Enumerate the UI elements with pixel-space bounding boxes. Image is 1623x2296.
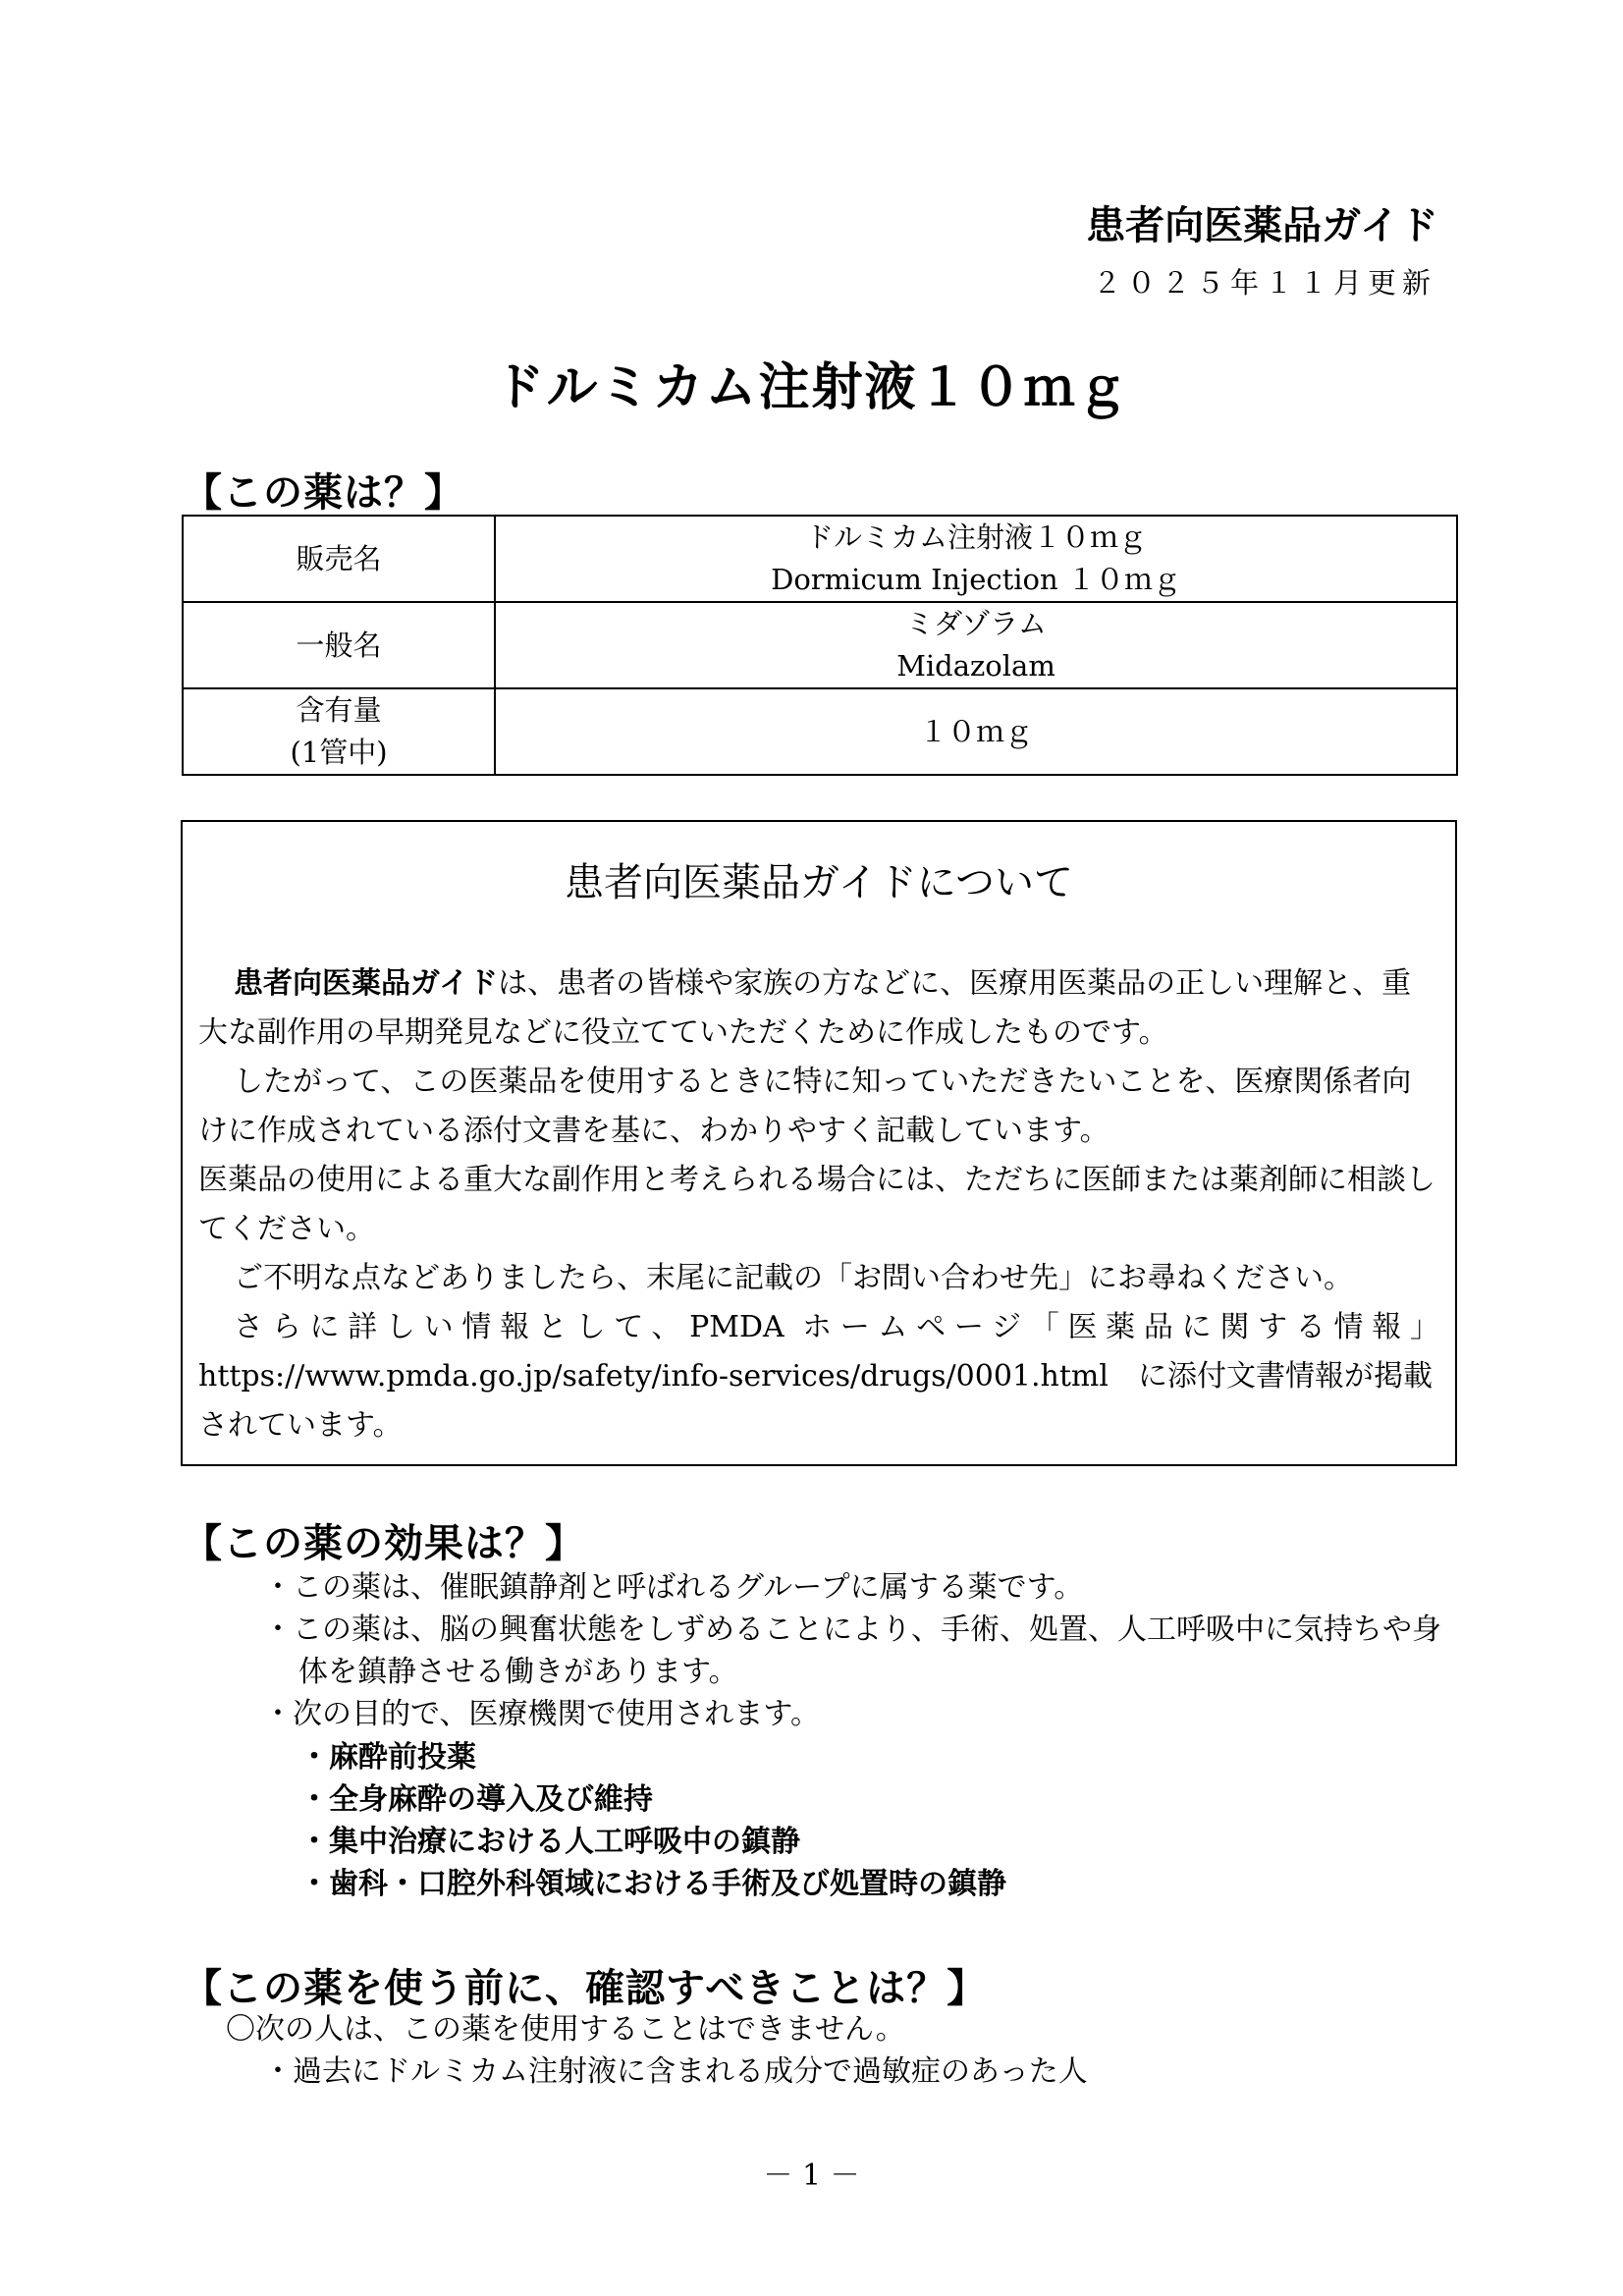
table-value-content: １０ｍｇ [495, 688, 1457, 775]
table-row [183, 688, 1457, 775]
guide-paragraph-2: したがって、この医薬品を使用するときに特に知っていただきたいことを、医療関係者向けに作成されている添付文書を基に、わかりやすく記載しています。 [198, 1065, 1412, 1148]
brand-name-en: Dormicum Injection １０ｍｇ [771, 563, 1181, 596]
list-item: ・この薬は、脳の興奮状態をしずめることにより、手術、処置、人工呼吸中に気持ちや身体を鎮静させる働きがあります。 [263, 1613, 1441, 1689]
list-item: ・全身麻酔の導入及び維持 [299, 1782, 653, 1817]
document-type: 患者向医薬品ガイド [1086, 203, 1438, 248]
section-heading-effects: 【この薬の効果は？】 [183, 1521, 585, 1566]
precaution-list [263, 2050, 1441, 2093]
content-label: 含有量 [296, 693, 382, 727]
table-row [183, 516, 1457, 602]
effects-list [263, 1566, 1441, 1735]
table-label-generic: 一般名 [183, 602, 495, 688]
precaution-intro: 〇次の人は、この薬を使用することはできません。 [226, 2012, 905, 2047]
section-heading-precautions: 【この薬を使う前に、確認すべきことは？】 [183, 1966, 988, 2011]
page-title: ドルミカム注射液１０ｍｇ [493, 358, 1130, 417]
generic-name-ja: ミダゾラム [905, 607, 1047, 640]
generic-name-en: Midazolam [896, 649, 1055, 683]
purpose-list [299, 1736, 1006, 1905]
list-item: ・この薬は、催眠鎮静剤と呼ばれるグループに属する薬です。 [263, 1570, 1084, 1605]
list-item: ・歯科・口腔外科領域における手術及び処置時の鎮静 [299, 1867, 1006, 1901]
update-date: ２０２５年１１月更新 [1092, 266, 1436, 300]
brand-name-ja: ドルミカム注射液１０ｍｇ [804, 520, 1147, 554]
table-label-content [183, 688, 495, 775]
list-item: ・集中治療における人工呼吸中の鎮静 [299, 1825, 800, 1859]
page-number: － 1 － [763, 2159, 860, 2193]
list-item: ・次の目的で、医療機関で使用されます。 [263, 1697, 820, 1731]
table-label-brand: 販売名 [183, 516, 495, 602]
list-item: ・過去にドルミカム注射液に含まれる成分で過敏症のあった人 [263, 2054, 1088, 2089]
guide-paragraph-4: ご不明な点などありましたら、末尾に記載の「お問い合わせ先」にお尋ねください。 [234, 1261, 1353, 1295]
guide-paragraph-1: は、患者の皆様や家族の方などに、医療用医薬品の正しい理解と、重大な副作用の早期発見などに役立てていただくために作成したものです。 [198, 966, 1412, 1050]
drug-info-table [182, 515, 1458, 776]
table-row [183, 602, 1457, 688]
guide-info-box [181, 820, 1457, 1466]
guide-term-bold: 患者向医薬品ガイド [234, 966, 499, 1001]
guide-paragraph-5-line1: さらに詳しい情報として、PMDA ホームページ「医薬品に関する情報」 [234, 1310, 1439, 1344]
guide-paragraph-3: 医薬品の使用による重大な副作用と考えられる場合には、ただちに医師または薬剤師に相談してください。 [198, 1163, 1435, 1246]
table-value-brand [495, 516, 1457, 602]
section-heading-about: 【この薬は？】 [183, 470, 464, 516]
table-value-generic [495, 602, 1457, 688]
guide-box-body [198, 959, 1439, 1450]
pmda-url-link[interactable]: https://www.pmda.go.jp/safety/info-services/drugs/0001.html [198, 1359, 1109, 1394]
list-item: ・麻酔前投薬 [299, 1740, 476, 1775]
guide-box-title: 患者向医薬品ガイドについて [565, 860, 1073, 905]
guide-paragraph-5-rest: に添付文書情報が掲載されています。 [198, 1359, 1433, 1443]
content-label-unit: (1管中) [290, 736, 388, 769]
